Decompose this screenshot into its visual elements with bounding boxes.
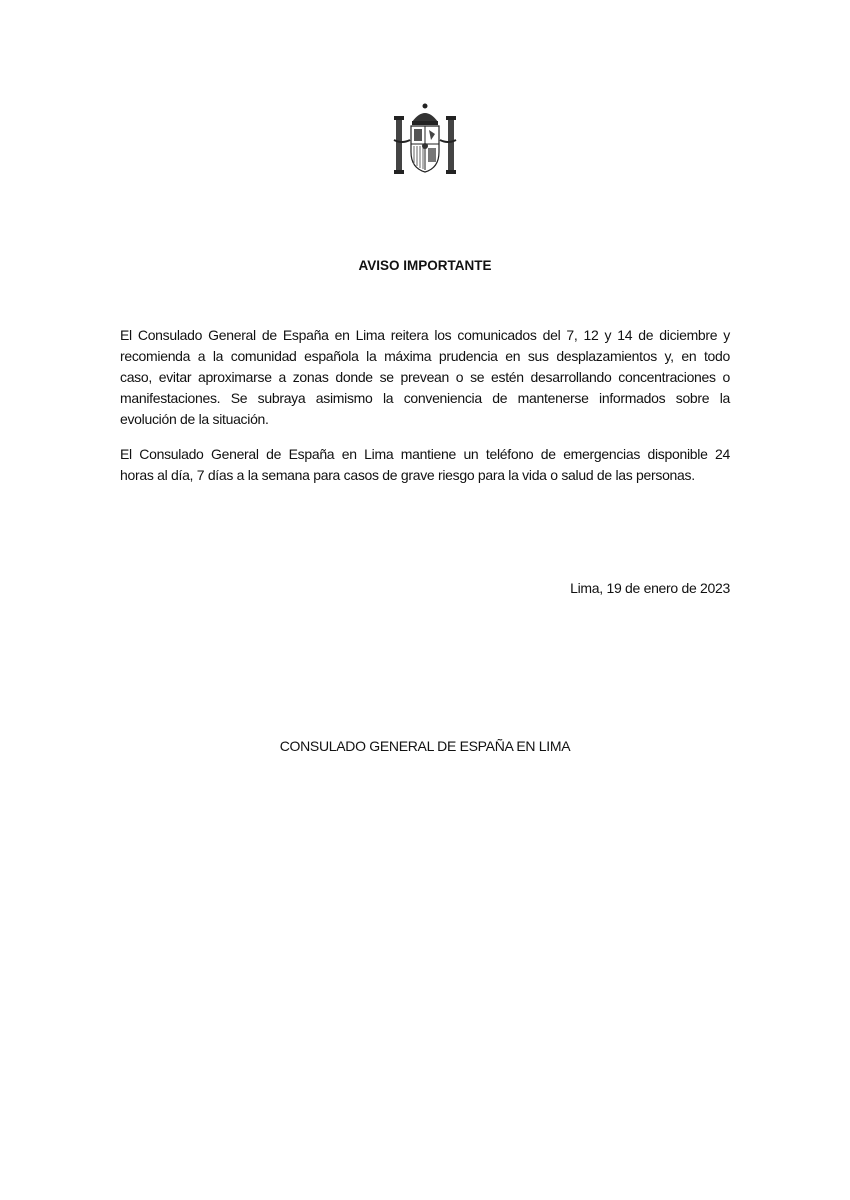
text-line: El Consulado General de España en Lima mantiene un teléfono de emergencias disponible 24 [120, 446, 730, 462]
paragraph-emergency-phone [120, 444, 730, 486]
signature: CONSULADO GENERAL DE ESPAÑA EN LIMA [279, 738, 571, 754]
coat-of-arms-icon [392, 100, 458, 180]
text-line: caso, evitar aproximarse a zonas donde se prevean o se estén desarrollando concentraciones o [120, 369, 730, 385]
notice-title: AVISO IMPORTANTE [358, 258, 492, 273]
text-line: manifestaciones. Se subraya asimismo la conveniencia de mantenerse informados sobre la [120, 390, 730, 406]
document-date: Lima, 19 de enero de 2023 [570, 580, 730, 596]
text-line: horas al día, 7 días a la semana para casos de grave riesgo para la vida o salud de las personas. [120, 467, 695, 483]
paragraph-advisory [120, 325, 730, 430]
text-line: recomienda a la comunidad española la máxima prudencia en sus desplazamientos y, en todo [120, 348, 730, 364]
text-line: El Consulado General de España en Lima reitera los comunicados del 7, 12 y 14 de diciembre y [120, 327, 730, 343]
text-line: evolución de la situación. [120, 411, 269, 427]
